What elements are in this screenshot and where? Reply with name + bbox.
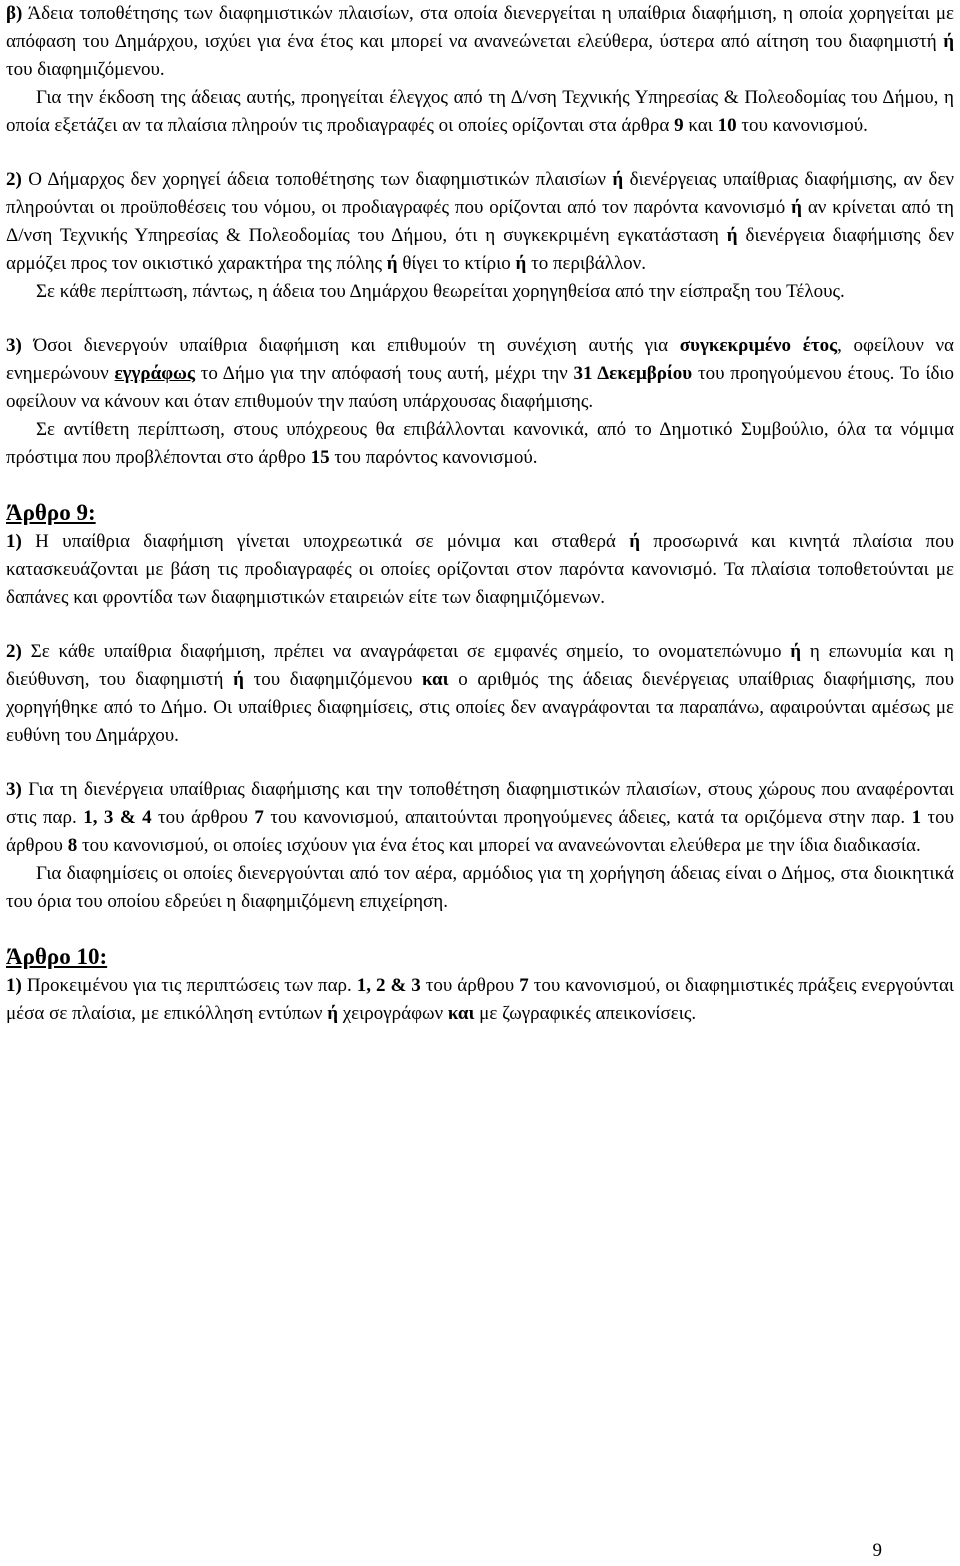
- paragraph-2-2: Σε κάθε περίπτωση, πάντως, η άδεια του Δημάρχου θεωρείται χορηγηθείσα από την είσπραξη του Τέλους.: [36, 281, 845, 302]
- paragraph-3-2: Σε αντίθετη περίπτωση, στους υπόχρεους θα επιβάλλονται κανονικά, από το Δημοτικό Συμβούλιο, όλα τα νόμιμα πρόστιμα που προβλέπονται στο άρθρο 15 του παρόντος κανονισμού.: [6, 419, 954, 468]
- page-number: 9: [872, 1540, 882, 1561]
- paragraph-3: 3) Όσοι διενεργούν υπαίθρια διαφήμιση και επιθυμούν τη συνέχιση αυτής για συγκεκριμένο έτος, οφείλουν να ενημερώνουν εγγράφως το Δήμο για την απόφασή τους αυτή, μέχρι την 31 Δεκεμβρίου του προηγούμενου έτους. Το ίδιο οφείλουν να κάνουν και όταν επιθυμούν την παύση υπάρχουσας διαφήμισης.: [6, 335, 955, 412]
- item-label: 3): [6, 335, 22, 356]
- item-label: 1): [6, 531, 22, 552]
- item-label: 1): [6, 975, 22, 996]
- article-10-paragraph-1: 1) Προκειμένου για τις περιπτώσεις των παρ. 1, 2 & 3 του άρθρου 7 του κανονισμού, οι διαφημιστικές πράξεις ενεργούνται μέσα σε πλαίσια, με επικόλληση εντύπων ή χειρογράφων και με ζωγραφικές απεικονίσεις.: [6, 975, 955, 1024]
- document-page: [6, 0, 954, 1028]
- item-label: 2): [6, 169, 22, 190]
- paragraph-2: 2) Ο Δήμαρχος δεν χορηγεί άδεια τοποθέτησης των διαφημιστικών πλαισίων ή διενέργειας υπαίθριας διαφήμισης, αν δεν πληρούνται οι προϋποθέσεις του νόμου, οι προδιαγραφές που ορίζονται από τον παρόντα κανονισμό ή αν κρίνεται από τη Δ/νση Τεχνικής Υπηρεσίας & Πολεοδομίας του Δήμου, ότι η συγκεκριμένη εγκατάσταση ή διενέργεια διαφήμισης δεν αρμόζει προς τον οικιστικό χαρακτήρα της πόλης ή θίγει το κτίριο ή το περιβάλλον.: [6, 169, 955, 274]
- item-label: 2): [6, 641, 22, 662]
- paragraph-b-2: Για την έκδοση της άδειας αυτής, προηγείται έλεγχος από τη Δ/νση Τεχνικής Υπηρεσίας & Πολεοδομίας του Δήμου, η οποία εξετάζει αν τα πλαίσια πληρούν τις προδιαγραφές οι οποίες ορίζονται στα άρθρα 9 και 10 του κανονισμού.: [6, 87, 954, 136]
- item-label: 3): [6, 779, 22, 800]
- article-9-heading: Άρθρο 9:: [6, 500, 96, 525]
- item-label: β): [6, 3, 23, 24]
- paragraph-b: β) Άδεια τοποθέτησης των διαφημιστικών πλαισίων, στα οποία διενεργείται η υπαίθρια διαφήμιση, η οποία χορηγείται με απόφαση του Δημάρχου, ισχύει για ένα έτος και μπορεί να ανανεώνεται ελεύθερα, ύστερα από αίτηση του διαφημιστή ή του διαφημιζόμενου.: [6, 3, 954, 80]
- article-9-paragraph-4: Για διαφημίσεις οι οποίες διενεργούνται από τον αέρα, αρμόδιος για τη χορήγηση άδειας είναι ο Δήμος, στα διοικητικά του όρια του οποίου εδρεύει η διαφημιζόμενη επιχείρηση.: [6, 863, 954, 912]
- article-9-paragraph-3: 3) Για τη διενέργεια υπαίθριας διαφήμισης και την τοποθέτηση διαφημιστικών πλαισίων, στους χώρους που αναφέρονται στις παρ. 1, 3 & 4 του άρθρου 7 του κανονισμού, απαιτούνται προηγούμενες άδειες, κατά τα οριζόμενα στην παρ. 1 του άρθρου 8 του κανονισμού, οι οποίες ισχύουν για ένα έτος και μπορεί να ανανεώνονται ελεύθερα με την ίδια διαδικασία.: [6, 779, 955, 856]
- article-9-paragraph-1: 1) Η υπαίθρια διαφήμιση γίνεται υποχρεωτικά σε μόνιμα και σταθερά ή προσωρινά και κινητά πλαίσια που κατασκευάζονται με βάση τις προδιαγραφές οι οποίες ορίζονται στον παρόντα κανονισμό. Τα πλαίσια τοποθετούνται με δαπάνες και φροντίδα των διαφημιστικών εταιρειών είτε των διαφημιζόμενων.: [6, 531, 955, 608]
- article-9-paragraph-2: 2) Σε κάθε υπαίθρια διαφήμιση, πρέπει να αναγράφεται σε εμφανές σημείο, το ονοματεπώνυμο ή η επωνυμία και η διεύθυνση, του διαφημιστή ή του διαφημιζόμενου και ο αριθμός της άδειας διενέργειας υπαίθριας διαφήμισης, που χορηγήθηκε από το Δήμο. Οι υπαίθριες διαφημίσεις, στις οποίες δεν αναγράφονται τα παραπάνω, αφαιρούνται αμέσως με ευθύνη του Δημάρχου.: [6, 641, 955, 746]
- article-10-heading: Άρθρο 10:: [6, 944, 108, 969]
